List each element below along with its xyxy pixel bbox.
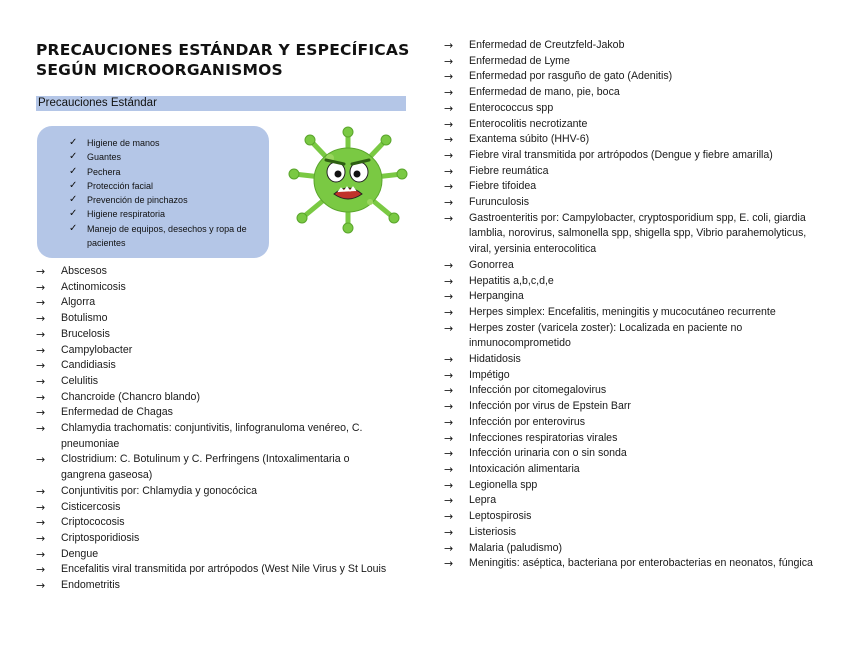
arrow-right-icon: → (36, 406, 46, 420)
disease-list-item (444, 179, 814, 195)
disease-list-item (36, 484, 396, 500)
disease-label: Leptospirosis (469, 510, 532, 523)
disease-list-item (444, 164, 814, 180)
arrow-right-icon: → (36, 531, 46, 545)
arrow-right-icon: → (36, 343, 46, 357)
disease-label: Brucelosis (61, 327, 110, 340)
disease-list-item (444, 399, 814, 415)
disease-label: Lepra (469, 494, 497, 507)
disease-label: Botulismo (61, 312, 108, 325)
disease-label: Gonorrea (469, 258, 514, 271)
disease-label: Impétigo (469, 368, 510, 381)
arrow-right-icon: → (444, 86, 454, 100)
disease-list-item (444, 54, 814, 70)
standard-precaution-label: Higiene de manos (87, 138, 160, 148)
check-icon: ✓ (69, 194, 78, 206)
disease-label: Hepatitis a,b,c,d,e (469, 274, 554, 287)
disease-list-right (444, 38, 814, 572)
arrow-right-icon: → (444, 510, 454, 524)
disease-label: Infección por enterovirus (469, 415, 586, 428)
disease-list-item (36, 452, 396, 483)
virus-cartoon-icon (286, 126, 410, 234)
disease-list-item (36, 280, 396, 296)
arrow-right-icon: → (36, 563, 46, 577)
disease-label: Herpes simplex: Encefalitis, meningitis y mucocutáneo recurrente (469, 305, 776, 318)
arrow-right-icon: → (444, 39, 454, 52)
check-icon: ✓ (69, 165, 78, 177)
disease-label: Criptococosis (61, 516, 125, 529)
disease-list-item (36, 405, 396, 421)
arrow-right-icon: → (444, 290, 454, 304)
disease-list-item (444, 305, 814, 321)
disease-label: Clostridium: C. Botulinum y C. Perfringens (Intoxalimentaria o gangrena gaseosa) (61, 453, 350, 482)
disease-label: Chancroide (Chancro blando) (61, 390, 200, 403)
disease-list-item (444, 148, 814, 164)
disease-list-item (36, 390, 396, 406)
arrow-right-icon: → (444, 70, 454, 84)
arrow-right-icon: → (36, 422, 46, 436)
disease-list-item (444, 117, 814, 133)
standard-precaution-item (69, 165, 261, 179)
page-title: PRECAUCIONES ESTÁNDAR Y ESPECÍFICAS SEGÚN MICROORGANISMOS (36, 41, 410, 79)
disease-list-item (36, 515, 396, 531)
arrow-right-icon: → (444, 274, 454, 288)
standard-precaution-item (69, 150, 261, 164)
disease-list-item (444, 556, 814, 572)
standard-precaution-label: Prevención de pinchazos (87, 195, 188, 206)
disease-label: Conjuntivitis por: Chlamydia y gonocócica (61, 484, 258, 497)
disease-list-item (444, 38, 814, 54)
disease-label: Enfermedad de Lyme (469, 54, 570, 67)
disease-list-item (444, 493, 814, 509)
arrow-right-icon: → (36, 453, 46, 467)
disease-label: Intoxicación alimentaria (469, 462, 580, 475)
arrow-right-icon: → (444, 541, 454, 555)
disease-label: Algorra (61, 296, 96, 309)
disease-label: Furunculosis (469, 196, 530, 209)
disease-label: Infección urinaria con o sin sonda (469, 447, 627, 460)
section-header-label: Precauciones Estándar (38, 97, 157, 109)
disease-list-item (444, 289, 814, 305)
arrow-right-icon: → (444, 431, 454, 445)
arrow-right-icon: → (36, 579, 46, 593)
standard-precautions-list (69, 136, 261, 250)
disease-list-item (36, 264, 396, 280)
disease-list-item (444, 101, 814, 117)
standard-precaution-item (69, 193, 261, 207)
disease-label: Infección por citomegalovirus (469, 384, 607, 397)
check-icon: ✓ (69, 208, 78, 220)
standard-precaution-item (69, 207, 261, 221)
disease-list-item (444, 446, 814, 462)
disease-list-item (444, 274, 814, 290)
disease-label: Fiebre reumática (469, 164, 549, 177)
disease-list-item (444, 509, 814, 525)
section-header (36, 96, 406, 111)
disease-list-item (36, 358, 396, 374)
arrow-right-icon: → (444, 258, 454, 272)
arrow-right-icon: → (444, 321, 454, 335)
disease-label: Listeriosis (469, 525, 517, 538)
disease-label: Enfermedad por rasguño de gato (Adenitis) (469, 70, 673, 83)
disease-label: Candidiasis (61, 359, 116, 372)
disease-list-left (36, 264, 396, 594)
arrow-right-icon: → (444, 353, 454, 367)
disease-label: Enfermedad de mano, pie, boca (469, 86, 620, 99)
arrow-right-icon: → (36, 265, 46, 278)
disease-label: Meningitis: aséptica, bacteriana por enterobacterias en neonatos, fúngica (469, 557, 813, 570)
arrow-right-icon: → (444, 211, 454, 225)
disease-label: Chlamydia trachomatis: conjuntivitis, linfogranuloma venéreo, C. pneumoniae (61, 422, 363, 450)
standard-precaution-label: Higiene respiratoria (87, 209, 166, 220)
arrow-right-icon: → (36, 484, 46, 498)
disease-list-item (444, 211, 814, 258)
arrow-right-icon: → (444, 368, 454, 382)
standard-precaution-label: Protección facial (87, 180, 154, 191)
disease-list-item (36, 562, 396, 578)
disease-list-item (444, 541, 814, 557)
arrow-right-icon: → (36, 516, 46, 530)
arrow-right-icon: → (36, 359, 46, 373)
disease-list-item (444, 383, 814, 399)
disease-list-item (444, 69, 814, 85)
arrow-right-icon: → (36, 374, 46, 388)
arrow-right-icon: → (36, 280, 46, 294)
arrow-right-icon: → (444, 305, 454, 319)
arrow-right-icon: → (36, 296, 46, 310)
arrow-right-icon: → (444, 101, 454, 115)
disease-label: Hidatidosis (469, 353, 521, 366)
arrow-right-icon: → (444, 164, 454, 178)
disease-list-item (36, 421, 396, 452)
disease-label: Exantema súbito (HHV-6) (469, 133, 590, 146)
arrow-right-icon: → (444, 400, 454, 414)
disease-label: Actinomicosis (61, 280, 126, 293)
arrow-right-icon: → (444, 557, 454, 571)
arrow-right-icon: → (444, 54, 454, 68)
disease-list-item (36, 531, 396, 547)
arrow-right-icon: → (444, 133, 454, 147)
standard-precaution-label: Manejo de equipos, desechos y ropa de pacientes (87, 223, 247, 249)
check-icon: ✓ (69, 222, 78, 234)
disease-label: Legionella spp (469, 478, 538, 491)
arrow-right-icon: → (444, 148, 454, 162)
standard-precaution-item (69, 136, 261, 150)
arrow-right-icon: → (36, 547, 46, 561)
standard-precautions-box (37, 126, 269, 258)
disease-label: Fiebre viral transmitida por artrópodos (Dengue y fiebre amarilla) (469, 148, 773, 161)
disease-list-item (444, 195, 814, 211)
disease-label: Herpangina (469, 290, 524, 303)
standard-precaution-item (69, 179, 261, 193)
disease-label: Campylobacter (61, 343, 133, 356)
arrow-right-icon: → (444, 525, 454, 539)
disease-label: Endometritis (61, 579, 120, 592)
arrow-right-icon: → (36, 312, 46, 326)
arrow-right-icon: → (444, 384, 454, 398)
check-icon: ✓ (69, 151, 78, 163)
disease-list-item (444, 368, 814, 384)
arrow-right-icon: → (444, 478, 454, 492)
disease-list-item (36, 578, 396, 594)
arrow-right-icon: → (444, 180, 454, 194)
arrow-right-icon: → (36, 500, 46, 514)
disease-list-item (444, 85, 814, 101)
disease-list-item (444, 478, 814, 494)
check-icon: ✓ (69, 179, 78, 191)
arrow-right-icon: → (444, 415, 454, 429)
disease-label: Enterocolitis necrotizante (469, 117, 588, 130)
standard-precaution-label: Pechera (87, 166, 121, 177)
disease-list-item (444, 352, 814, 368)
disease-label: Infección por virus de Epstein Barr (469, 400, 631, 413)
arrow-right-icon: → (444, 196, 454, 210)
disease-list-item (36, 295, 396, 311)
disease-list-item (36, 311, 396, 327)
disease-label: Fiebre tifoidea (469, 180, 537, 193)
disease-label: Dengue (61, 547, 99, 560)
disease-list-item (36, 500, 396, 516)
arrow-right-icon: → (36, 327, 46, 341)
arrow-right-icon: → (444, 117, 454, 131)
disease-list-item (36, 327, 396, 343)
arrow-right-icon: → (444, 447, 454, 461)
disease-list-item (444, 525, 814, 541)
disease-label: Malaria (paludismo) (469, 541, 563, 554)
disease-label: Gastroenteritis por: Campylobacter, cryptosporidium spp, E. coli, giardia lamblia, norovirus, salmonella spp, shigella spp, Vibrio parahemolyticus, viral, yersinia enterocolitica (469, 211, 807, 256)
disease-list-item (444, 132, 814, 148)
disease-list-item (444, 321, 814, 352)
check-icon: ✓ (69, 137, 78, 148)
disease-label: Celulitis (61, 374, 99, 387)
disease-list-item (444, 415, 814, 431)
disease-list-item (36, 374, 396, 390)
disease-label: Infecciones respiratorias virales (469, 431, 618, 444)
disease-label: Cisticercosis (61, 500, 121, 513)
arrow-right-icon: → (444, 494, 454, 508)
disease-label: Encefalitis viral transmitida por artrópodos (West Nile Virus y St Louis (61, 563, 387, 576)
disease-label: Enfermedad de Chagas (61, 406, 173, 419)
disease-label: Herpes zoster (varicela zoster): Localizada en paciente no inmunocomprometido (469, 321, 743, 350)
disease-label: Criptosporidiosis (61, 531, 140, 544)
arrow-right-icon: → (36, 390, 46, 404)
disease-list-item (444, 258, 814, 274)
standard-precaution-label: Guantes (87, 152, 122, 163)
disease-label: Enterococcus spp (469, 101, 554, 114)
standard-precaution-item (69, 222, 261, 251)
arrow-right-icon: → (444, 462, 454, 476)
disease-list-item (36, 343, 396, 359)
disease-list-item (36, 547, 396, 563)
disease-list-item (444, 431, 814, 447)
disease-label: Enfermedad de Creutzfeld-Jakob (469, 39, 625, 51)
disease-list-item (444, 462, 814, 478)
disease-label: Abscesos (61, 265, 107, 277)
